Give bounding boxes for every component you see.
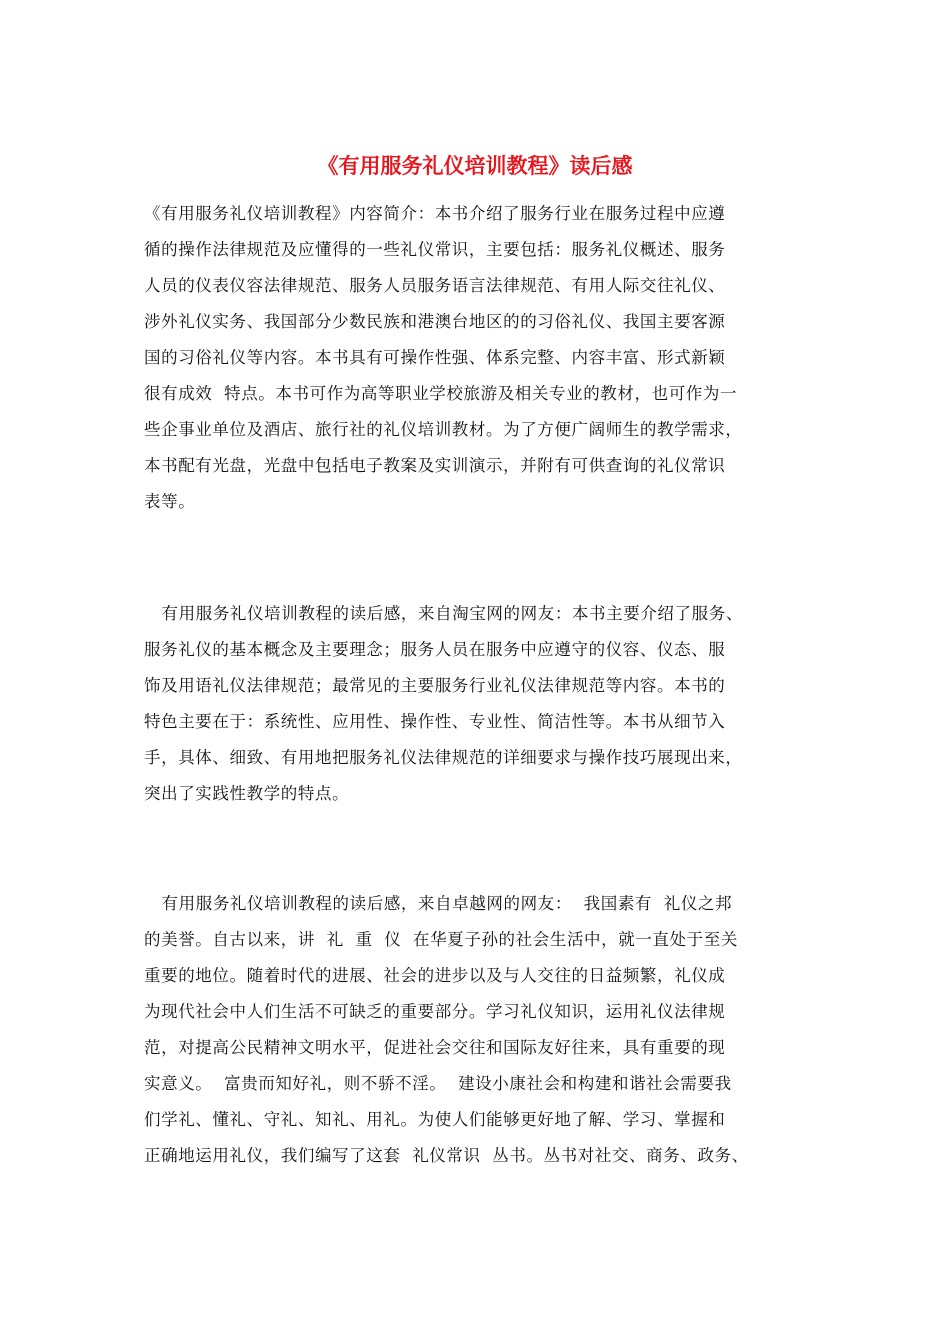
paragraph-introduction bbox=[144, 196, 810, 520]
text-line: 很有成效 特点。本书可作为高等职业学校旅游及相关专业的教材，也可作为一 bbox=[144, 384, 738, 403]
text-line: 饰及用语礼仪法律规范；最常见的主要服务行业礼仪法律规范等内容。本书的 bbox=[144, 676, 726, 695]
text-line: 人员的仪表仪容法律规范、服务人员服务语言法律规范、有用人际交往礼仪、 bbox=[144, 276, 726, 295]
paragraph-review-joyo bbox=[144, 886, 810, 1174]
text-line: 范，对提高公民精神文明水平，促进社会交往和国际友好往来，具有重要的现 bbox=[144, 1038, 726, 1057]
text-line: 突出了实践性教学的特点。 bbox=[144, 784, 350, 803]
document-title: 《有用服务礼仪培训教程》读后感 bbox=[317, 153, 633, 178]
text-line: 手，具体、细致、有用地把服务礼仪法律规范的详细要求与操作技巧展现出来， bbox=[144, 748, 743, 767]
paragraph-review-taobao bbox=[144, 596, 810, 812]
text-line: 重要的地位。随着时代的进展、社会的进步以及与人交往的日益频繁，礼仪成 bbox=[144, 966, 726, 985]
text-line: 有用服务礼仪培训教程的读后感，来自卓越网的网友： 我国素有 礼仪之邦 bbox=[144, 894, 733, 913]
text-line: 循的操作法律规范及应懂得的一些礼仪常识，主要包括：服务礼仪概述、服务 bbox=[144, 240, 726, 259]
text-line: 些企事业单位及酒店、旅行社的礼仪培训教材。为了方便广阔师生的教学需求， bbox=[144, 420, 743, 439]
text-line: 实意义。 富贵而知好礼，则不骄不淫。 建设小康社会和构建和谐社会需要我 bbox=[144, 1074, 732, 1093]
text-line: 表等。 bbox=[144, 492, 196, 511]
text-line: 服务礼仪的基本概念及主要理念；服务人员在服务中应遵守的仪容、仪态、服 bbox=[144, 640, 726, 659]
text-line: 的美誉。自古以来，讲 礼 重 仪 在华夏子孙的社会生活中，就一直处于至关 bbox=[144, 930, 738, 949]
text-line: 涉外礼仪实务、我国部分少数民族和港澳台地区的的习俗礼仪、我国主要客源 bbox=[144, 312, 726, 331]
text-line: 有用服务礼仪培训教程的读后感，来自淘宝网的网友：本书主要介绍了服务、 bbox=[144, 604, 743, 623]
text-line: 为现代社会中人们生活不可缺乏的重要部分。学习礼仪知识，运用礼仪法律规 bbox=[144, 1002, 726, 1021]
text-line: 特色主要在于：系统性、应用性、操作性、专业性、简洁性等。本书从细节入 bbox=[144, 712, 726, 731]
text-line: 国的习俗礼仪等内容。本书具有可操作性强、体系完整、内容丰富、形式新颖 bbox=[144, 348, 726, 367]
text-line: 本书配有光盘，光盘中包括电子教案及实训演示，并附有可供查询的礼仪常识 bbox=[144, 456, 726, 475]
text-line: 们学礼、懂礼、守礼、知礼、用礼。为使人们能够更好地了解、学习、掌握和 bbox=[144, 1110, 726, 1129]
text-line: 《有用服务礼仪培训教程》内容简介：本书介绍了服务行业在服务过程中应遵 bbox=[144, 204, 726, 223]
text-line: 正确地运用礼仪，我们编写了这套 礼仪常识 丛书。丛书对社交、商务、政务、 bbox=[144, 1146, 749, 1165]
